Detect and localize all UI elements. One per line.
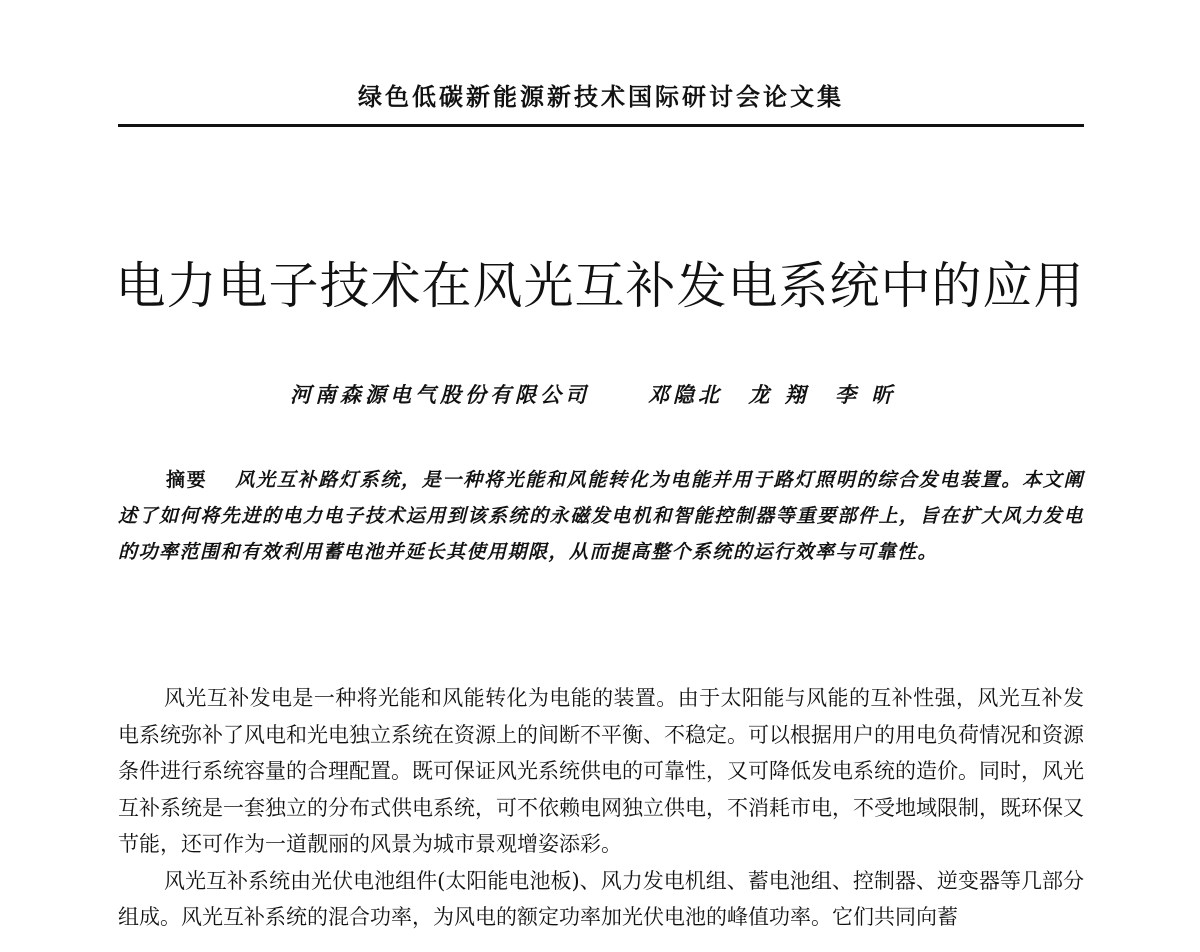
body-paragraph: 风光互补系统由光伏电池组件(太阳能电池板)、风力发电机组、蓄电池组、控制器、逆变器等几部分组成。风光互补系统的混合功率，为风电的额定功率加光伏电池的峰值功率。它们共同向蓄 [118, 868, 1084, 929]
paper-title: 电力电子技术在风光互补发电系统中的应用 [115, 257, 1085, 315]
abstract-label: 摘要 [166, 469, 208, 491]
author-affiliation: 河南森源电气股份有限公司 [290, 382, 590, 407]
author-name: 邓隐北 [648, 382, 723, 407]
running-header: 绿色低碳新能源新技术国际研讨会论文集 [358, 83, 844, 111]
body-text [118, 680, 1084, 936]
author-name: 李 昕 [834, 382, 897, 407]
body-paragraph: 风光互补发电是一种将光能和风能转化为电能的装置。由于太阳能与风能的互补性强，风光互补发电系统弥补了风电和光电独立系统在资源上的间断不平衡、不稳定。可以根据用户的用电负荷情况和资源条件进行系统容量的合理配置。既可保证风光系统供电的可靠性，又可降低发电系统的造价。同时，风光互补系统是一套独立的分布式供电系统，可不依赖电网独立供电，不消耗市电，不受地域限制，既环保又节能，还可作为一道靓丽的风景为城市景观增姿添彩。 [118, 686, 1084, 856]
author-list [648, 380, 910, 410]
abstract [118, 462, 1084, 570]
author-name: 龙 翔 [748, 382, 810, 407]
abstract-text: 风光互补路灯系统，是一种将光能和风能转化为电能并用于路灯照明的综合发电装置。本文阐述了如何将先进的电力电子技术运用到该系统的永磁发电机和智能控制器等重要部件上，旨在扩大风力发电的功率范围和有效利用蓄电池并延长其使用期限，从而提高整个系统的运行效率与可靠性。 [118, 469, 1084, 563]
header-rule [118, 124, 1084, 127]
